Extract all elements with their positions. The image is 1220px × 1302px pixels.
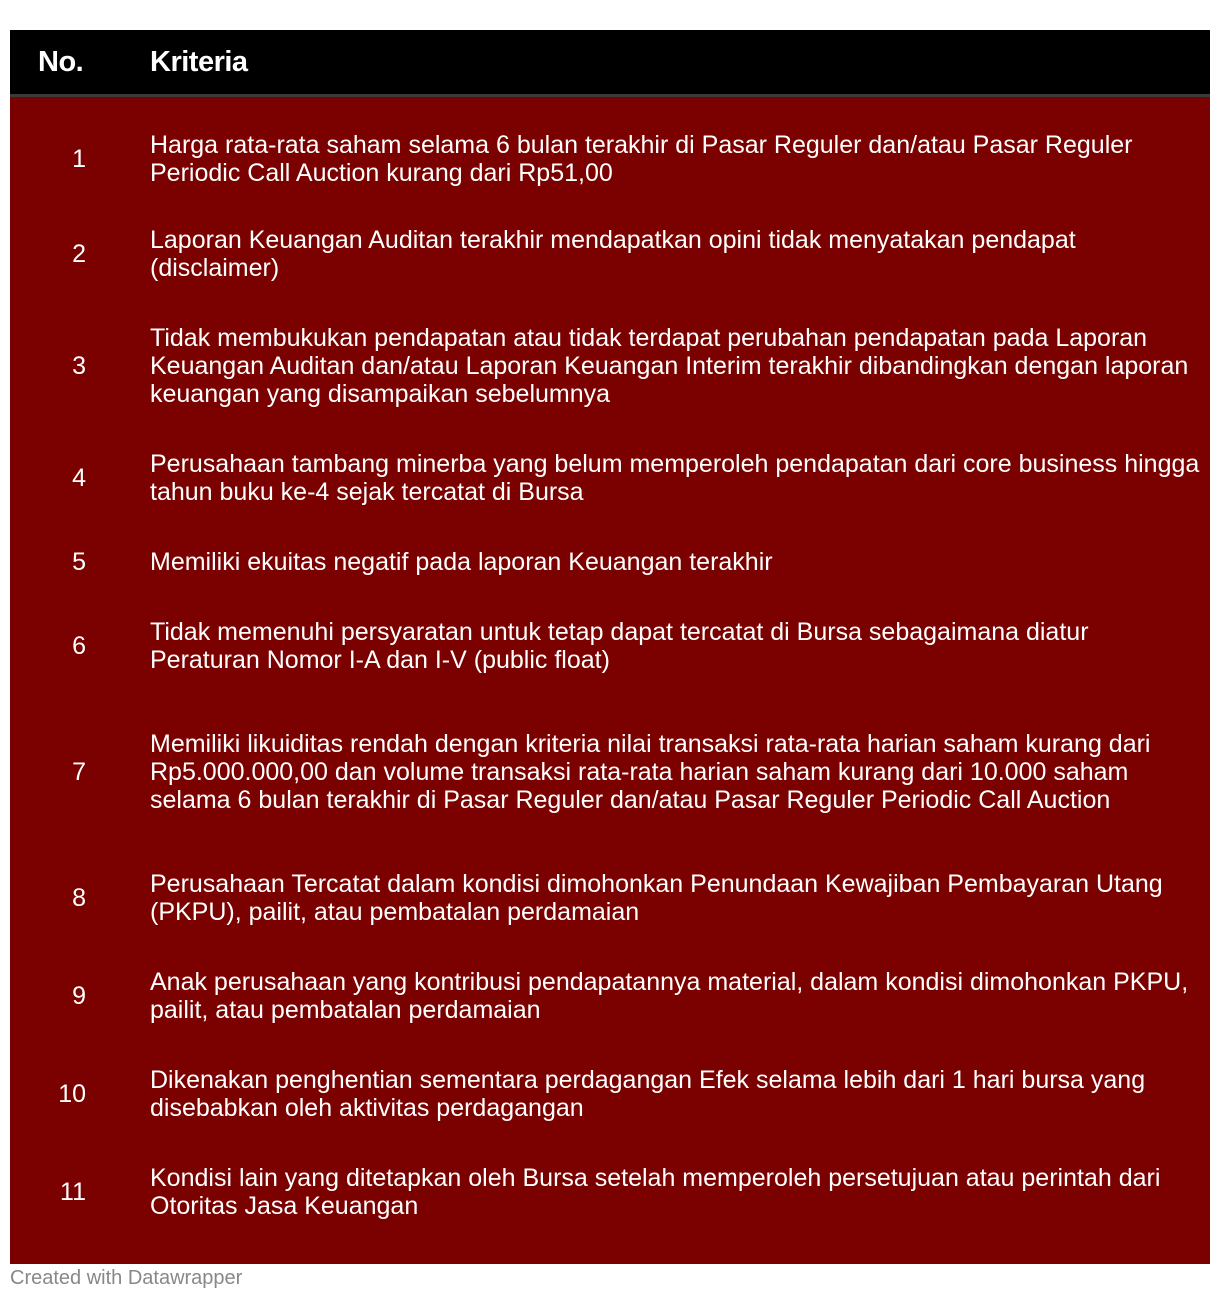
row-kriteria: Memiliki likuiditas rendah dengan kriteria nilai transaksi rata-rata harian saham kurang dari Rp5.000.000,00 dan volume transaksi rata-rata harian saham kurang dari 10.000 saham selama 6 bulan terakhir di Pasar Reguler dan/atau Pasar Reguler Periodic Call Auction (150, 730, 1151, 814)
row-number: 4 (72, 463, 86, 492)
table-row (10, 303, 1210, 429)
row-kriteria: Anak perusahaan yang kontribusi pendapatannya material, dalam kondisi dimohonkan PKPU, pailit, atau pembatalan perdamaian (150, 968, 1189, 1024)
row-kriteria: Perusahaan tambang minerba yang belum memperoleh pendapatan dari core business hingga tahun buku ke-4 sejak tercatat di Bursa (150, 450, 1200, 506)
row-kriteria: Harga rata-rata saham selama 6 bulan terakhir di Pasar Reguler dan/atau Pasar Reguler Periodic Call Auction kurang dari Rp51,00 (150, 131, 1133, 187)
table-row (10, 849, 1210, 947)
criteria-table (10, 30, 1210, 1264)
table-header (10, 30, 1210, 97)
table-body (10, 97, 1210, 1264)
row-number: 8 (72, 883, 86, 912)
row-number: 6 (72, 631, 86, 660)
row-kriteria: Tidak memenuhi persyaratan untuk tetap dapat tercatat di Bursa sebagaimana diatur Peraturan Nomor I-A dan I-V (public float) (150, 618, 1089, 674)
table-row (10, 695, 1210, 849)
row-number: 5 (72, 547, 86, 576)
table-row (10, 527, 1210, 597)
row-kriteria: Kondisi lain yang ditetapkan oleh Bursa setelah memperoleh persetujuan atau perintah dari Otoritas Jasa Keuangan (150, 1164, 1161, 1220)
row-kriteria: Dikenakan penghentian sementara perdagangan Efek selama lebih dari 1 hari bursa yang disebabkan oleh aktivitas perdagangan (150, 1066, 1146, 1122)
table-row (10, 1143, 1210, 1241)
row-number: 11 (60, 1177, 86, 1206)
table-row (10, 597, 1210, 695)
table-row (10, 947, 1210, 1045)
row-number: 7 (72, 757, 86, 786)
table-row (10, 113, 1210, 205)
row-number: 3 (72, 351, 86, 380)
row-number: 10 (58, 1079, 86, 1108)
row-kriteria: Tidak membukukan pendapatan atau tidak terdapat perubahan pendapatan pada Laporan Keuangan Auditan dan/atau Laporan Keuangan Interim terakhir dibandingkan dengan laporan keuangan yang disampaikan sebelumnya (150, 324, 1189, 408)
row-number: 9 (72, 981, 86, 1010)
row-number: 2 (72, 239, 86, 268)
table-row (10, 429, 1210, 527)
row-number: 1 (72, 144, 86, 173)
row-kriteria: Laporan Keuangan Auditan terakhir mendapatkan opini tidak menyatakan pendapat (disclaimer) (150, 226, 1076, 282)
datawrapper-credit[interactable]: Created with Datawrapper (10, 1267, 243, 1289)
header-no: No. (38, 45, 84, 78)
row-kriteria: Perusahaan Tercatat dalam kondisi dimohonkan Penundaan Kewajiban Pembayaran Utang (PKPU), pailit, atau pembatalan perdamaian (150, 870, 1163, 926)
header-kriteria: Kriteria (150, 45, 248, 78)
table-row (10, 1045, 1210, 1143)
table-row (10, 205, 1210, 303)
row-kriteria: Memiliki ekuitas negatif pada laporan Keuangan terakhir (150, 548, 773, 576)
